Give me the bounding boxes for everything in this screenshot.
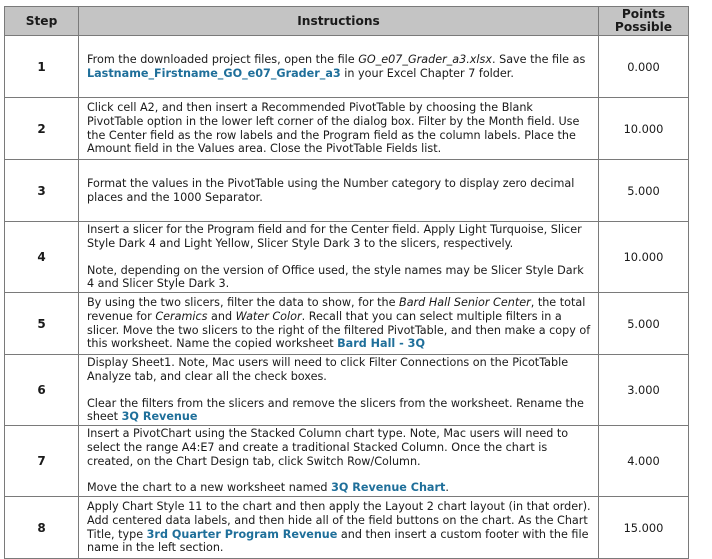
header-points: Points Possible	[599, 7, 689, 36]
italic-text: GO_e07_Grader_a3.xlsx	[358, 52, 492, 66]
instruction-segment: Display Sheet1. Note, Mac users will need to click Filter Connections on the PicotTable Analyze tab, and clear all the check boxes.	[87, 356, 569, 383]
highlighted-value: 3Q Revenue	[121, 410, 198, 424]
instruction-segment: . Save the file as	[491, 52, 586, 66]
grader-instructions-table	[4, 6, 689, 559]
step-number: 6	[5, 355, 79, 426]
instruction-paragraph	[87, 101, 592, 155]
paragraph-gap	[87, 468, 592, 481]
instruction-paragraph	[87, 481, 592, 495]
instruction-segment: .	[445, 481, 449, 495]
instruction-segment: Insert a slicer for the Program field and for the Center field. Apply Light Turquoise, Slicer Style Dark 4 and Light Yellow, Slicer Style Dark 3 to the slicers, respectively.	[87, 223, 582, 250]
instruction-text	[79, 36, 599, 98]
instruction-segment: By using the two slicers, filter the data to show, for the	[87, 296, 400, 310]
instruction-paragraph	[87, 427, 592, 468]
points-value: 0.000	[599, 36, 689, 98]
instruction-segment: Note, depending on the version of Office used, the style names may be Slicer Style Dark 4 and Slicer Style Dark 3.	[87, 263, 584, 291]
points-value: 5.000	[599, 293, 689, 355]
instruction-paragraph	[87, 397, 592, 424]
highlighted-value: Bard Hall - 3Q	[337, 337, 425, 351]
step-number: 7	[5, 426, 79, 497]
italic-text: Ceramics	[155, 309, 208, 323]
instruction-paragraph	[87, 356, 592, 383]
table-header-row	[5, 7, 689, 36]
instruction-text	[79, 222, 599, 293]
instruction-segment: and then insert a custom footer with the file name in the left section.	[87, 527, 589, 555]
instruction-segment: Insert a PivotChart using the Stacked Column chart type. Note, Mac users will need to select the range A4:E7 and create a traditional Stacked Column. Once the chart is created, on the Chart Design tab, click Switch Row/Column.	[87, 427, 569, 468]
table-row	[5, 355, 689, 426]
points-value: 5.000	[599, 160, 689, 222]
instruction-segment: Format the values in the PivotTable using the Number category to display zero decimal places and the 1000 Separator.	[87, 176, 575, 204]
instruction-text	[79, 426, 599, 497]
points-value: 10.000	[599, 98, 689, 160]
points-value: 10.000	[599, 222, 689, 293]
instruction-text	[79, 497, 599, 559]
instruction-segment: Move the chart to a new worksheet named	[87, 481, 332, 495]
step-number: 1	[5, 36, 79, 98]
instruction-segment: in your Excel Chapter 7 folder.	[340, 66, 514, 80]
highlighted-value: Lastname_Firstname_GO_e07_Grader_a3	[87, 66, 341, 80]
header-instructions: Instructions	[79, 7, 599, 36]
italic-text: Bard Hall Senior Center	[399, 296, 531, 310]
table-row	[5, 160, 689, 222]
instruction-segment: Click cell A2, and then insert a Recommended PivotTable by choosing the Blank PivotTable option in the lower left corner of the dialog box. Filter by the Month field. Use the Center field as the row labels and the Program field as the column labels. Place the Amount field in the Values area. Close the PivotTable Fields list.	[87, 101, 580, 156]
step-number: 4	[5, 222, 79, 293]
points-value: 4.000	[599, 426, 689, 497]
instruction-text	[79, 293, 599, 355]
table-row	[5, 98, 689, 160]
table-row	[5, 222, 689, 293]
table-row	[5, 497, 689, 559]
step-number: 5	[5, 293, 79, 355]
table-row	[5, 293, 689, 355]
paragraph-gap	[87, 384, 592, 397]
highlighted-value: 3Q Revenue Chart	[331, 481, 446, 495]
instruction-text	[79, 355, 599, 426]
paragraph-gap	[87, 251, 592, 264]
points-value: 3.000	[599, 355, 689, 426]
instruction-paragraph	[87, 223, 592, 250]
instruction-paragraph	[87, 264, 592, 291]
instruction-paragraph	[87, 296, 592, 350]
instruction-paragraph	[87, 500, 592, 554]
instruction-segment: From the downloaded project files, open the file	[87, 52, 359, 66]
italic-text: Water Color	[235, 309, 302, 323]
instruction-segment: and	[207, 309, 236, 323]
step-number: 8	[5, 497, 79, 559]
instruction-segment: Apply Chart Style 11 to the chart and then apply the Layout 2 chart layout (in that order). Add centered data labels, and then hide all of the field buttons on the chart. As the Chart Title, type	[87, 500, 591, 541]
instruction-text	[79, 160, 599, 222]
step-number: 3	[5, 160, 79, 222]
header-step: Step	[5, 7, 79, 36]
step-number: 2	[5, 98, 79, 160]
table-row	[5, 426, 689, 497]
instruction-segment: , the total revenue for	[87, 296, 586, 323]
points-value: 15.000	[599, 497, 689, 559]
instruction-paragraph	[87, 177, 592, 204]
highlighted-value: 3rd Quarter Program Revenue	[146, 527, 338, 541]
instruction-paragraph	[87, 53, 592, 80]
instruction-segment: . Recall that you can select multiple filters in a slicer. Move the two slicers to the right of the filtered PivotTable, and then make a copy of this worksheet. Name the copied worksheet	[87, 309, 591, 351]
instruction-text	[79, 98, 599, 160]
instruction-segment: Clear the filters from the slicers and remove the slicers from the worksheet. Rename the sheet	[87, 396, 584, 424]
table-row	[5, 36, 689, 98]
